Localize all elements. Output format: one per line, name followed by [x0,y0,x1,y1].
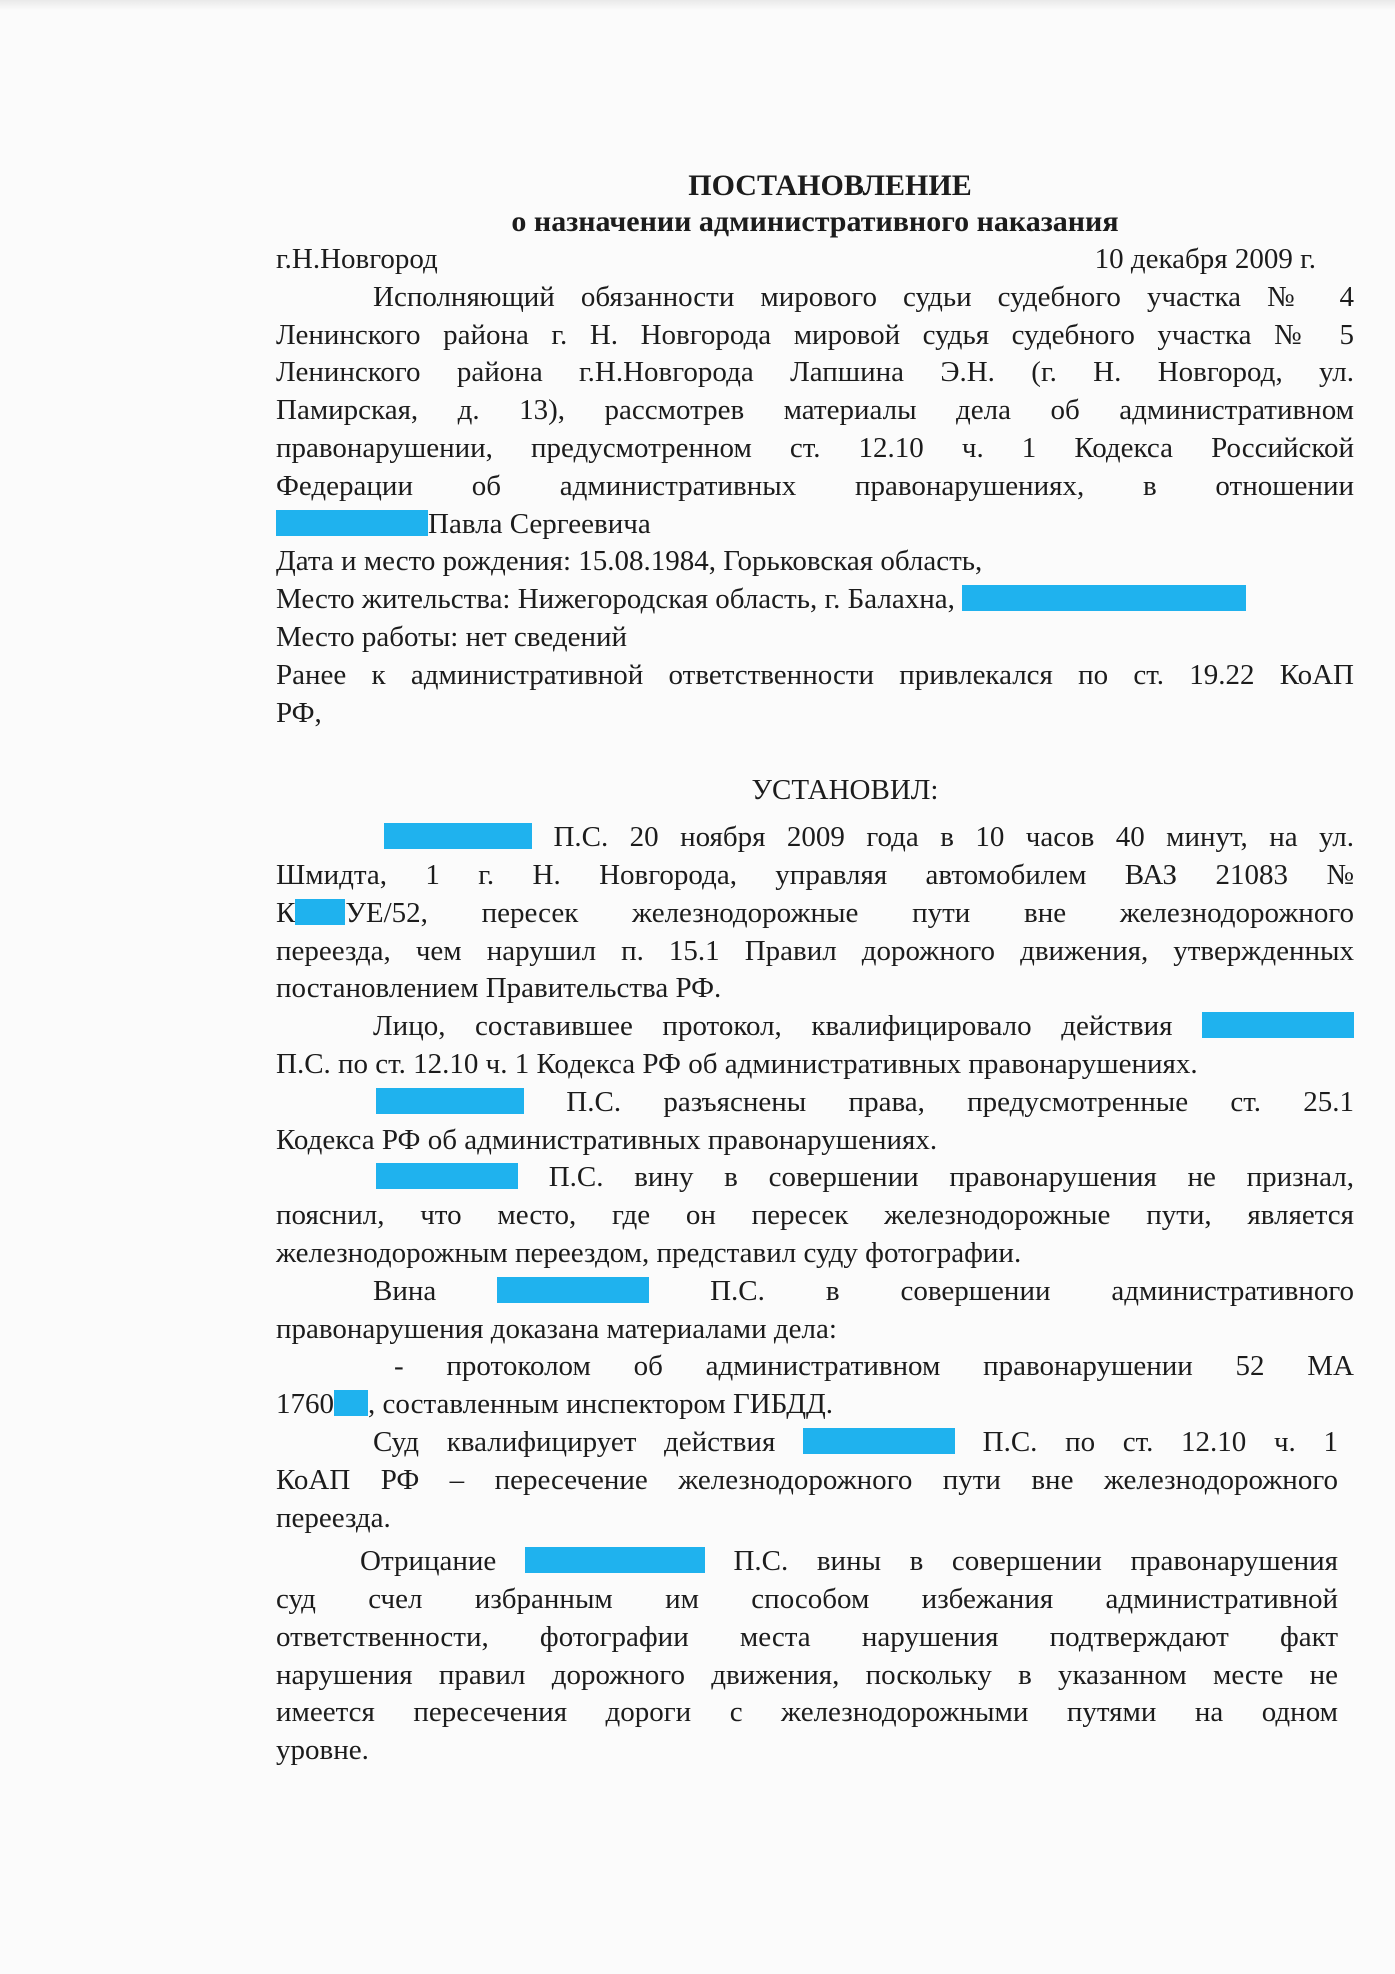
text-line: П.С. разъяснены права, предусмотренные ст. 25.1 [276,1084,1354,1122]
paragraph-4 [276,1159,1354,1272]
redaction-mark [962,585,1246,611]
birth-info: Дата и место рождения: 15.08.1984, Горьковская область, [276,545,983,578]
text-line: постановлением Правительства РФ. [276,972,722,1005]
text-line: Лицо, составившее протокол, квалифицировало действия [276,1008,1354,1046]
text-line: имеется пересечения дороги с железнодорожными путями на одном [276,1696,1338,1729]
text-line: суд счел избранным им способом избежания административной [276,1583,1338,1616]
paragraph-7 [276,1424,1354,1537]
text-line: Шмидта, 1 г. Н. Новгорода, управляя автомобилем ВАЗ 21083 № [276,858,1354,891]
text-line: Кодекса РФ об административных правонарушениях. [276,1123,938,1156]
document-date: 10 декабря 2009 г. [1094,243,1316,275]
redaction-mark [525,1547,705,1573]
text-line: 1760 , составленным инспектором ГИБДД. [276,1388,834,1421]
text-line: пояснил, что место, где он пересек железнодорожные пути, является [276,1199,1354,1232]
text-line: Отрицание П.С. вины в совершении правонарушения [360,1545,1339,1578]
text-line: Памирская, д. 13), рассмотрев материалы дела об административном [276,394,1354,427]
text-line: уровне. [276,1734,369,1767]
text-line: Ленинского района г.Н.Новгорода Лапшина Э.Н. (г. Н. Новгород, ул. [276,356,1354,389]
city: г.Н.Новгород [276,243,438,275]
residence-info [276,581,1354,619]
document-body [276,168,1354,1770]
paragraph-1 [276,819,1354,1008]
list-item: - протоколом об административном правонарушении 52 МА [394,1350,1354,1383]
text-line: Исполняющий обязанности мирового судьи судебного участка № 4 [373,280,1354,313]
text-line: К УЕ/52, пересек железнодорожные пути вне железнодорожного [276,896,1354,929]
text-line: переезда, чем нарушил п. 15.1 Правил дорожного движения, утвержденных [276,934,1354,967]
redaction-mark [276,510,428,536]
redaction-mark [803,1428,955,1454]
person-name: Павла Сергеевича [428,507,651,540]
redaction-mark [384,823,532,849]
paragraph-3 [276,1084,1354,1160]
text-line: КоАП РФ – пересечение железнодорожного пути вне железнодорожного [276,1463,1338,1496]
text-line: Суд квалифицирует действия П.С. по ст. 12.10 ч. 1 [373,1425,1338,1458]
paragraph-5 [276,1273,1354,1349]
text-line: Федерации об административных правонарушениях, в отношении [276,469,1354,502]
document-subtitle: о назначении административного наказания [511,205,1119,238]
section-heading: УСТАНОВИЛ: [751,774,939,807]
text-line: правонарушении, предусмотренном ст. 12.10 ч. 1 Кодекса Российской [276,431,1354,464]
prior-info-line: Ранее к административной ответственности привлекался по ст. 19.22 КоАП [276,658,1354,691]
text-line: П.С. вину в совершении правонарушения не признал, [276,1159,1354,1197]
text-line: железнодорожным переездом, представил суду фотографии. [276,1236,1022,1269]
header-row [276,241,1354,279]
text-line: правонарушения доказана материалами дела: [276,1312,837,1345]
text-line: П.С. 20 ноября 2009 года в 10 часов 40 минут, на ул. [276,819,1354,857]
document-title: ПОСТАНОВЛЕНИЕ [688,169,972,202]
paragraph-8 [276,1543,1354,1770]
text-line: нарушения правил дорожного движения, поскольку в указанном месте не [276,1658,1338,1691]
redaction-mark [1202,1012,1354,1038]
text-line: Ленинского района г. Н. Новгорода мировой судья судебного участка № 5 [276,318,1354,351]
text-line: Вина П.С. в совершении административного [373,1274,1355,1307]
redaction-mark [334,1390,368,1416]
paragraph-2 [276,1008,1354,1084]
redaction-mark [376,1088,524,1114]
redaction-mark [497,1277,649,1303]
text-line: П.С. по ст. 12.10 ч. 1 Кодекса РФ об административных правонарушениях. [276,1047,1198,1080]
intro-paragraph [276,279,1354,544]
evidence-list [276,1348,1354,1424]
redaction-mark [295,899,345,925]
residence-text: Место жительства: Нижегородская область, г. Балахна, [276,583,955,616]
work-info: Место работы: нет сведений [276,620,628,653]
text-line: ответственности, фотографии места нарушения подтверждают факт [276,1620,1338,1653]
scan-edge [0,0,1395,10]
text-line [276,506,1354,544]
redaction-mark [376,1163,518,1189]
text-line: переезда. [276,1501,391,1534]
prior-info-line: РФ, [276,696,322,729]
